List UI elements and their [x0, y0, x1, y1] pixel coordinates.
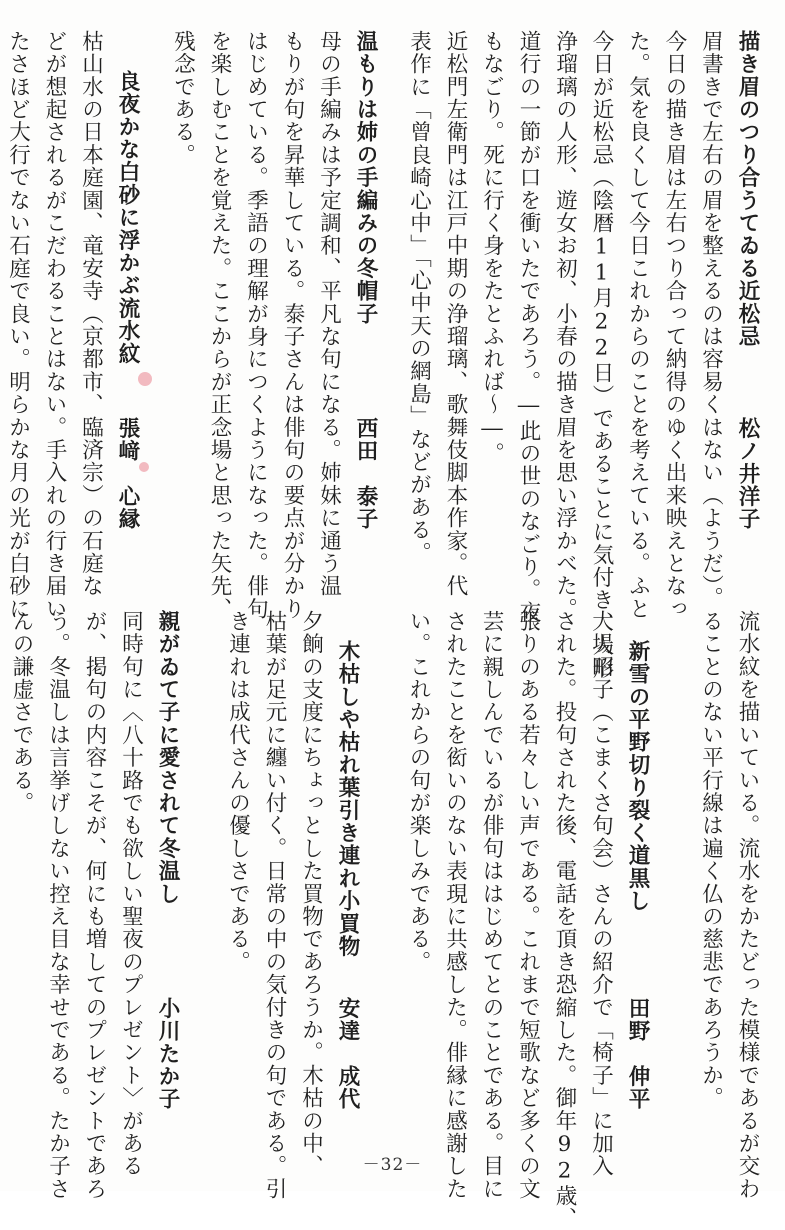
- haiku-line: [729, 30, 766, 530]
- body-line: された。投句された後、電話を頂き恐縮した。御年92歳、: [552, 610, 577, 1230]
- haiku-text: 温もりは姉の手編みの冬帽子: [353, 30, 378, 326]
- haiku-author: 田野 伸平: [625, 996, 650, 1110]
- body-line: 同時句に〈八十路でも欲しい聖夜のプレゼント〉がある: [118, 610, 144, 1178]
- commentary-block-nukumori: [163, 30, 383, 621]
- body-line: 枯葉が足元に纏い付く。日常の中の気付きの句である。引: [262, 610, 287, 1201]
- body-line: もりが句を昇華している。泰子さんは俳句の要点が分かり: [280, 30, 305, 621]
- body-line: 流水紋を描いている。流水をかたどった模様であるが交わ: [735, 610, 760, 1201]
- haiku-author: 安達 成代: [335, 996, 360, 1110]
- haiku-text: 親がゐて子に愛されて冬温し: [155, 610, 180, 906]
- body-line: はじめている。季語の理解が身につくようになった。俳句: [243, 30, 269, 621]
- haiku-author: 松ノ井洋子: [735, 416, 760, 530]
- body-line: 芸に親しんでいるが俳句ははじめてとのことである。目に: [479, 610, 504, 1201]
- body-line: 大場昭子（こまくさ句会）さんの紹介で「椅子」に加入: [588, 610, 614, 1178]
- continuation-block: [689, 610, 765, 1201]
- page-number: －32－: [362, 1155, 423, 1175]
- commentary-block-shinsetsu: [395, 610, 655, 1230]
- body-line: を楽しむことを覚えた。ここからが正念場と思った矢先、: [207, 30, 232, 621]
- body-line: んの謙虚さである。: [9, 610, 34, 815]
- body-line: 枯山水の日本庭園、竜安寺（京都市、臨済宗）の石庭な: [78, 30, 104, 598]
- haiku-line: [149, 610, 186, 1110]
- body-line: たさほど大行でない石庭で良い。明らかな月の光が白砂に: [5, 30, 31, 621]
- haiku-line: [619, 640, 656, 1110]
- commentary-block-kakimayu: [406, 30, 765, 680]
- body-line: う。冬温しは言挙げしない控え目な幸せである。たか子さ: [45, 610, 71, 1201]
- body-line: た。気を良くして今日これからのことを考えている。ふと: [625, 30, 651, 621]
- body-line: 張りのある若々しい声である。これまで短歌など多くの文: [515, 610, 541, 1201]
- body-line: 母の手編みは予定調和、平凡な句になる。姉妹に通う温: [316, 30, 342, 598]
- haiku-text: 描き眉のつり合うてゐる近松忌: [735, 30, 760, 348]
- body-line: 今日の描き眉は左右つり合って納得のゆく出来映えとなっ: [662, 30, 687, 621]
- haiku-text: 木枯しや枯れ葉引き連れ小買物: [335, 640, 360, 958]
- body-line: 近松門左衛門は江戸中期の浄瑠璃、歌舞伎脚本作家。代: [443, 30, 468, 598]
- haiku-author: 小川たか子: [155, 996, 180, 1110]
- body-line: 浄瑠璃の人形、遊女お初、小春の描き眉を思い浮かべた。: [552, 30, 578, 621]
- body-line: 残念である。: [170, 30, 196, 167]
- body-line: 眉書きで左右の眉を整えるのは容易くはない（ようだ）。: [698, 30, 724, 610]
- haiku-line: [329, 640, 366, 1110]
- body-line: 今日が近松忌（陰暦11月22日）であることに気付き、人形: [589, 30, 614, 680]
- haiku-author: 西田 泰子: [353, 416, 378, 530]
- body-line: が、掲句の内容こそが、何にも増してのプレゼントであろ: [82, 610, 107, 1201]
- body-line: い。これからの句が楽しみである。: [406, 610, 431, 974]
- body-line: き連れは成代さんの優しさである。: [225, 610, 251, 974]
- haiku-text: 新雪の平野切り裂く道黒し: [625, 640, 650, 913]
- body-line: もなごり。死に行く身をたとふれば～―。: [479, 30, 505, 465]
- ink-mark: [139, 462, 149, 472]
- haiku-line: [109, 70, 146, 530]
- commentary-block-ryoya: [0, 30, 145, 621]
- commentary-block-kogarashi: [215, 610, 365, 1201]
- body-line: どが想起されるがこだわることはない。手入れの行き届い: [42, 30, 67, 621]
- body-line: 道行の一節が口を衝いたであろう。―此の世のなごり。夜: [516, 30, 541, 624]
- body-line: 表作に「曾良崎心中」「心中天の網島」などがある。: [406, 30, 432, 565]
- haiku-line: [347, 30, 384, 530]
- body-line: 夕餉の支度にちょっとした買物であろうか。木枯の中、: [298, 610, 324, 1178]
- ink-mark: [138, 372, 152, 386]
- haiku-author: 張﨑 心縁: [115, 416, 140, 530]
- body-line: されたことを衒いのない表現に共感した。俳縁に感謝した: [442, 610, 468, 1201]
- commentary-block-oyagaite: [0, 610, 185, 1201]
- haiku-text: 良夜かな白砂に浮かぶ流水紋: [115, 70, 140, 366]
- body-line: ることのない平行線は遍く仏の慈悲であろうか。: [698, 610, 724, 1110]
